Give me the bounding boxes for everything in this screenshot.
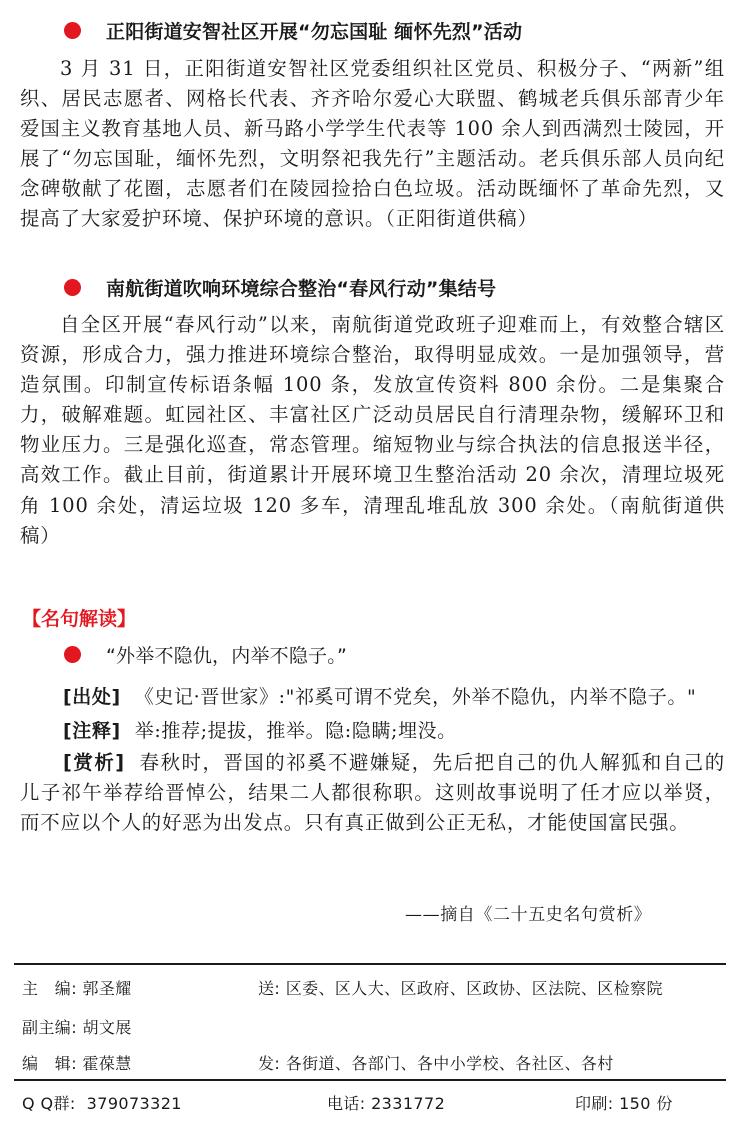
analysis-paragraph [20,748,725,838]
editor-label: 主 编: [22,979,77,998]
deputy-editor-info [22,1015,132,1038]
phone-label: 电话: [327,1094,366,1113]
footer-bottom-rule [14,1079,726,1081]
editor-info [22,976,132,999]
phone-info [327,1091,445,1114]
bullet-icon [64,22,81,39]
source-text: 《史记·晋世家》:"祁奚可谓不党矣，外举不隐仇，内举不隐子。" [134,686,697,708]
section-tag: 【名句解读】 [22,608,137,630]
bullet-icon [64,646,81,663]
print-info [575,1091,673,1114]
distribution-list: 各街道、各部门、各中小学校、各社区、各村 [285,1054,614,1073]
edit-name: 霍葆慧 [82,1054,132,1073]
qq-info [22,1091,182,1114]
edit-info [22,1051,132,1074]
article-1-title: 正阳街道安智社区开展“勿忘国耻 缅怀先烈”活动 [106,21,523,43]
source-line [63,682,696,709]
article-2-title: 南航街道吹响环境综合整治“春风行动”集结号 [106,278,497,300]
quote-text: “外举不隐仇，内举不隐子。” [106,645,347,667]
send-info [258,976,663,999]
edit-label: 编 辑: [22,1054,77,1073]
citation: ——摘自《二十五史名句赏析》 [405,905,652,925]
analysis-label: [赏析] [63,751,126,774]
article-1-body: 3 月 31 日，正阳街道安智社区党委组织社区党员、积极分子、“两新”组织、居民志愿者、网格长代表、齐齐哈尔爱心大联盟、鹤城老兵俱乐部青少年爱国主义教育基地人员、新马路小学学生代表等 100 余人到西满烈士陵园，开展了“勿忘国耻，缅怀先烈，文明祭祀我先行”主题活动。老兵俱乐部人员向纪念碑敬献了花圈，志愿者们在陵园捡拾白色垃圾。活动既缅怀了革命先烈，又提高了大家爱护环境、保护环境的意识。（正阳街道供稿） [20,57,725,231]
phone-number: 2331772 [371,1094,446,1113]
qq-label: Q Q群: [22,1094,76,1113]
send-list: 区委、区人大、区政府、区政协、区法院、区检察院 [285,979,663,998]
distribution-label: 发: [258,1054,281,1073]
analysis-text: 春秋时，晋国的祁奚不避嫌疑，先后把自己的仇人解狐和自己的儿子祁午举荐给晋悼公，结果二人都很称职。这则故事说明了任才应以举贤，而不应以个人的好恶为出发点。只有真正做到公正无私，才能使国富民强。 [20,751,726,835]
deputy-label: 副主编: [22,1018,77,1037]
footer-top-rule [14,963,726,965]
qq-number: 379073321 [86,1094,182,1113]
deputy-name: 胡文展 [82,1018,132,1037]
bullet-icon [64,279,81,296]
notes-line [63,716,457,743]
source-label: [出处] [63,686,121,708]
editor-name: 郭圣耀 [82,979,132,998]
notes-label: [注释] [63,720,121,742]
print-label: 印刷: [575,1094,614,1113]
distribution-info [258,1051,614,1074]
print-count: 150 份 [619,1094,673,1113]
article-2-body: 自全区开展“春风行动”以来，南航街道党政班子迎难而上，有效整合辖区资源，形成合力，强力推进环境综合整治，取得明显成效。一是加强领导，营造氛围。印制宣传标语条幅 100 条，发放宣传资料 800 余份。二是集聚合力，破解难题。虹园社区、丰富社区广泛动员居民自行清理杂物，缓解环卫和物业压力。三是强化巡查，常态管理。缩短物业与综合执法的信息报送半径，高效工作。截止目前，街道累计开展环境卫生整治活动 20 余次，清理垃圾死角 100 余处，清运垃圾 120 多车，清理乱堆乱放 300 余处。（南航街道供稿） [20,313,725,547]
send-label: 送: [258,979,281,998]
notes-text: 举:推荐;提拔，推举。隐:隐瞒;埋没。 [134,720,457,742]
